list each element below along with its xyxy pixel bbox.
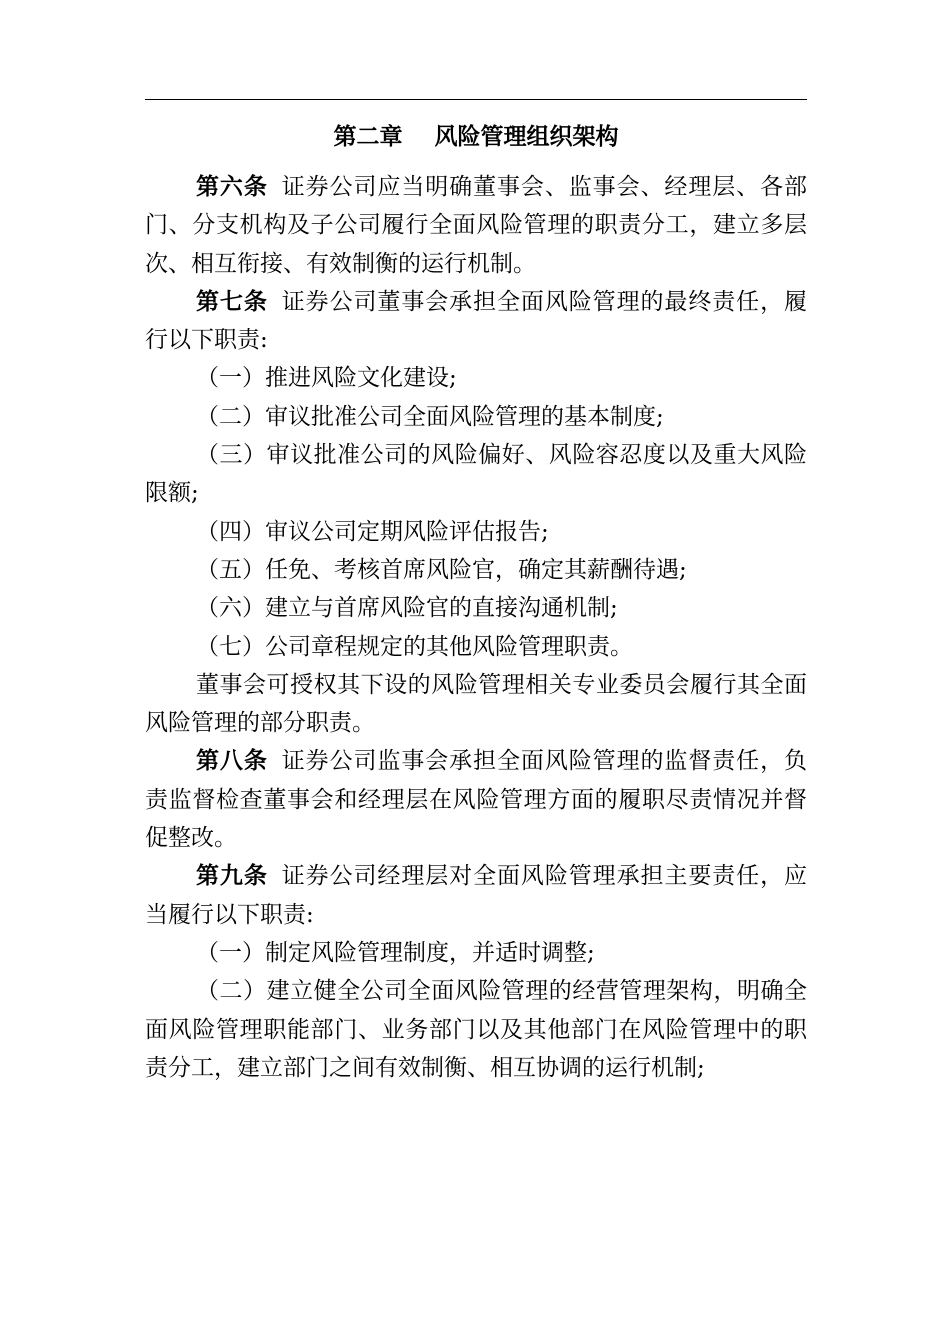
article-9-item-1: （一）制定风险管理制度，并适时调整; [196, 939, 595, 966]
document-body [145, 168, 807, 1087]
article-7-note: 董事会可授权其下设的风险管理相关专业委员会履行其全面风险管理的部分职责。 [145, 671, 807, 737]
article-6-text: 证券公司应当明确董事会、监事会、经理层、各部门、分支机构及子公司履行全面风险管理的职责分工，建立多层次、相互衔接、有效制衡的运行机制。 [145, 174, 807, 277]
article-7-item-5: （五）任免、考核首席风险官，确定其薪酬待遇; [196, 556, 687, 583]
chapter-title: 第二章 风险管理组织架构 [333, 124, 619, 150]
article-7-item-2: （二）审议批准公司全面风险管理的基本制度; [196, 403, 664, 430]
article-6 [145, 168, 807, 283]
article-7-item-3: （三）审议批准公司的风险偏好、风险容忍度以及重大风险限额; [145, 442, 807, 507]
article-7 [145, 283, 807, 360]
document-page [145, 0, 807, 1344]
article-9-text: 证券公司经理层对全面风险管理承担主要责任，应当履行以下职责: [145, 863, 807, 928]
article-8 [145, 742, 807, 857]
article-9-item-2: （二）建立健全公司全面风险管理的经营管理架构，明确全面风险管理职能部门、业务部门以及其他部门在风险管理中的职责分工，建立部门之间有效制衡、相互协调的运行机制; [145, 978, 807, 1081]
article-7-item-4: （四）审议公司定期风险评估报告; [196, 518, 549, 545]
article-7-item-7: （七）公司章程规定的其他风险管理职责。 [196, 633, 633, 660]
article-7-item-1: （一）推进风险文化建设; [196, 365, 457, 392]
article-9-label: 第九条 [196, 863, 268, 890]
article-8-text: 证券公司监事会承担全面风险管理的监督责任，负责监督检查董事会和经理层在风险管理方面的履职尽责情况并督促整改。 [145, 748, 807, 852]
article-8-label: 第八条 [196, 748, 268, 775]
article-9 [145, 857, 807, 934]
article-7-text: 证券公司董事会承担全面风险管理的最终责任，履行以下职责: [145, 288, 807, 354]
header-rule [145, 99, 807, 100]
article-7-item-6: （六）建立与首席风险官的直接沟通机制; [196, 595, 618, 622]
article-6-label: 第六条 [196, 174, 268, 200]
article-7-label: 第七条 [196, 288, 268, 315]
